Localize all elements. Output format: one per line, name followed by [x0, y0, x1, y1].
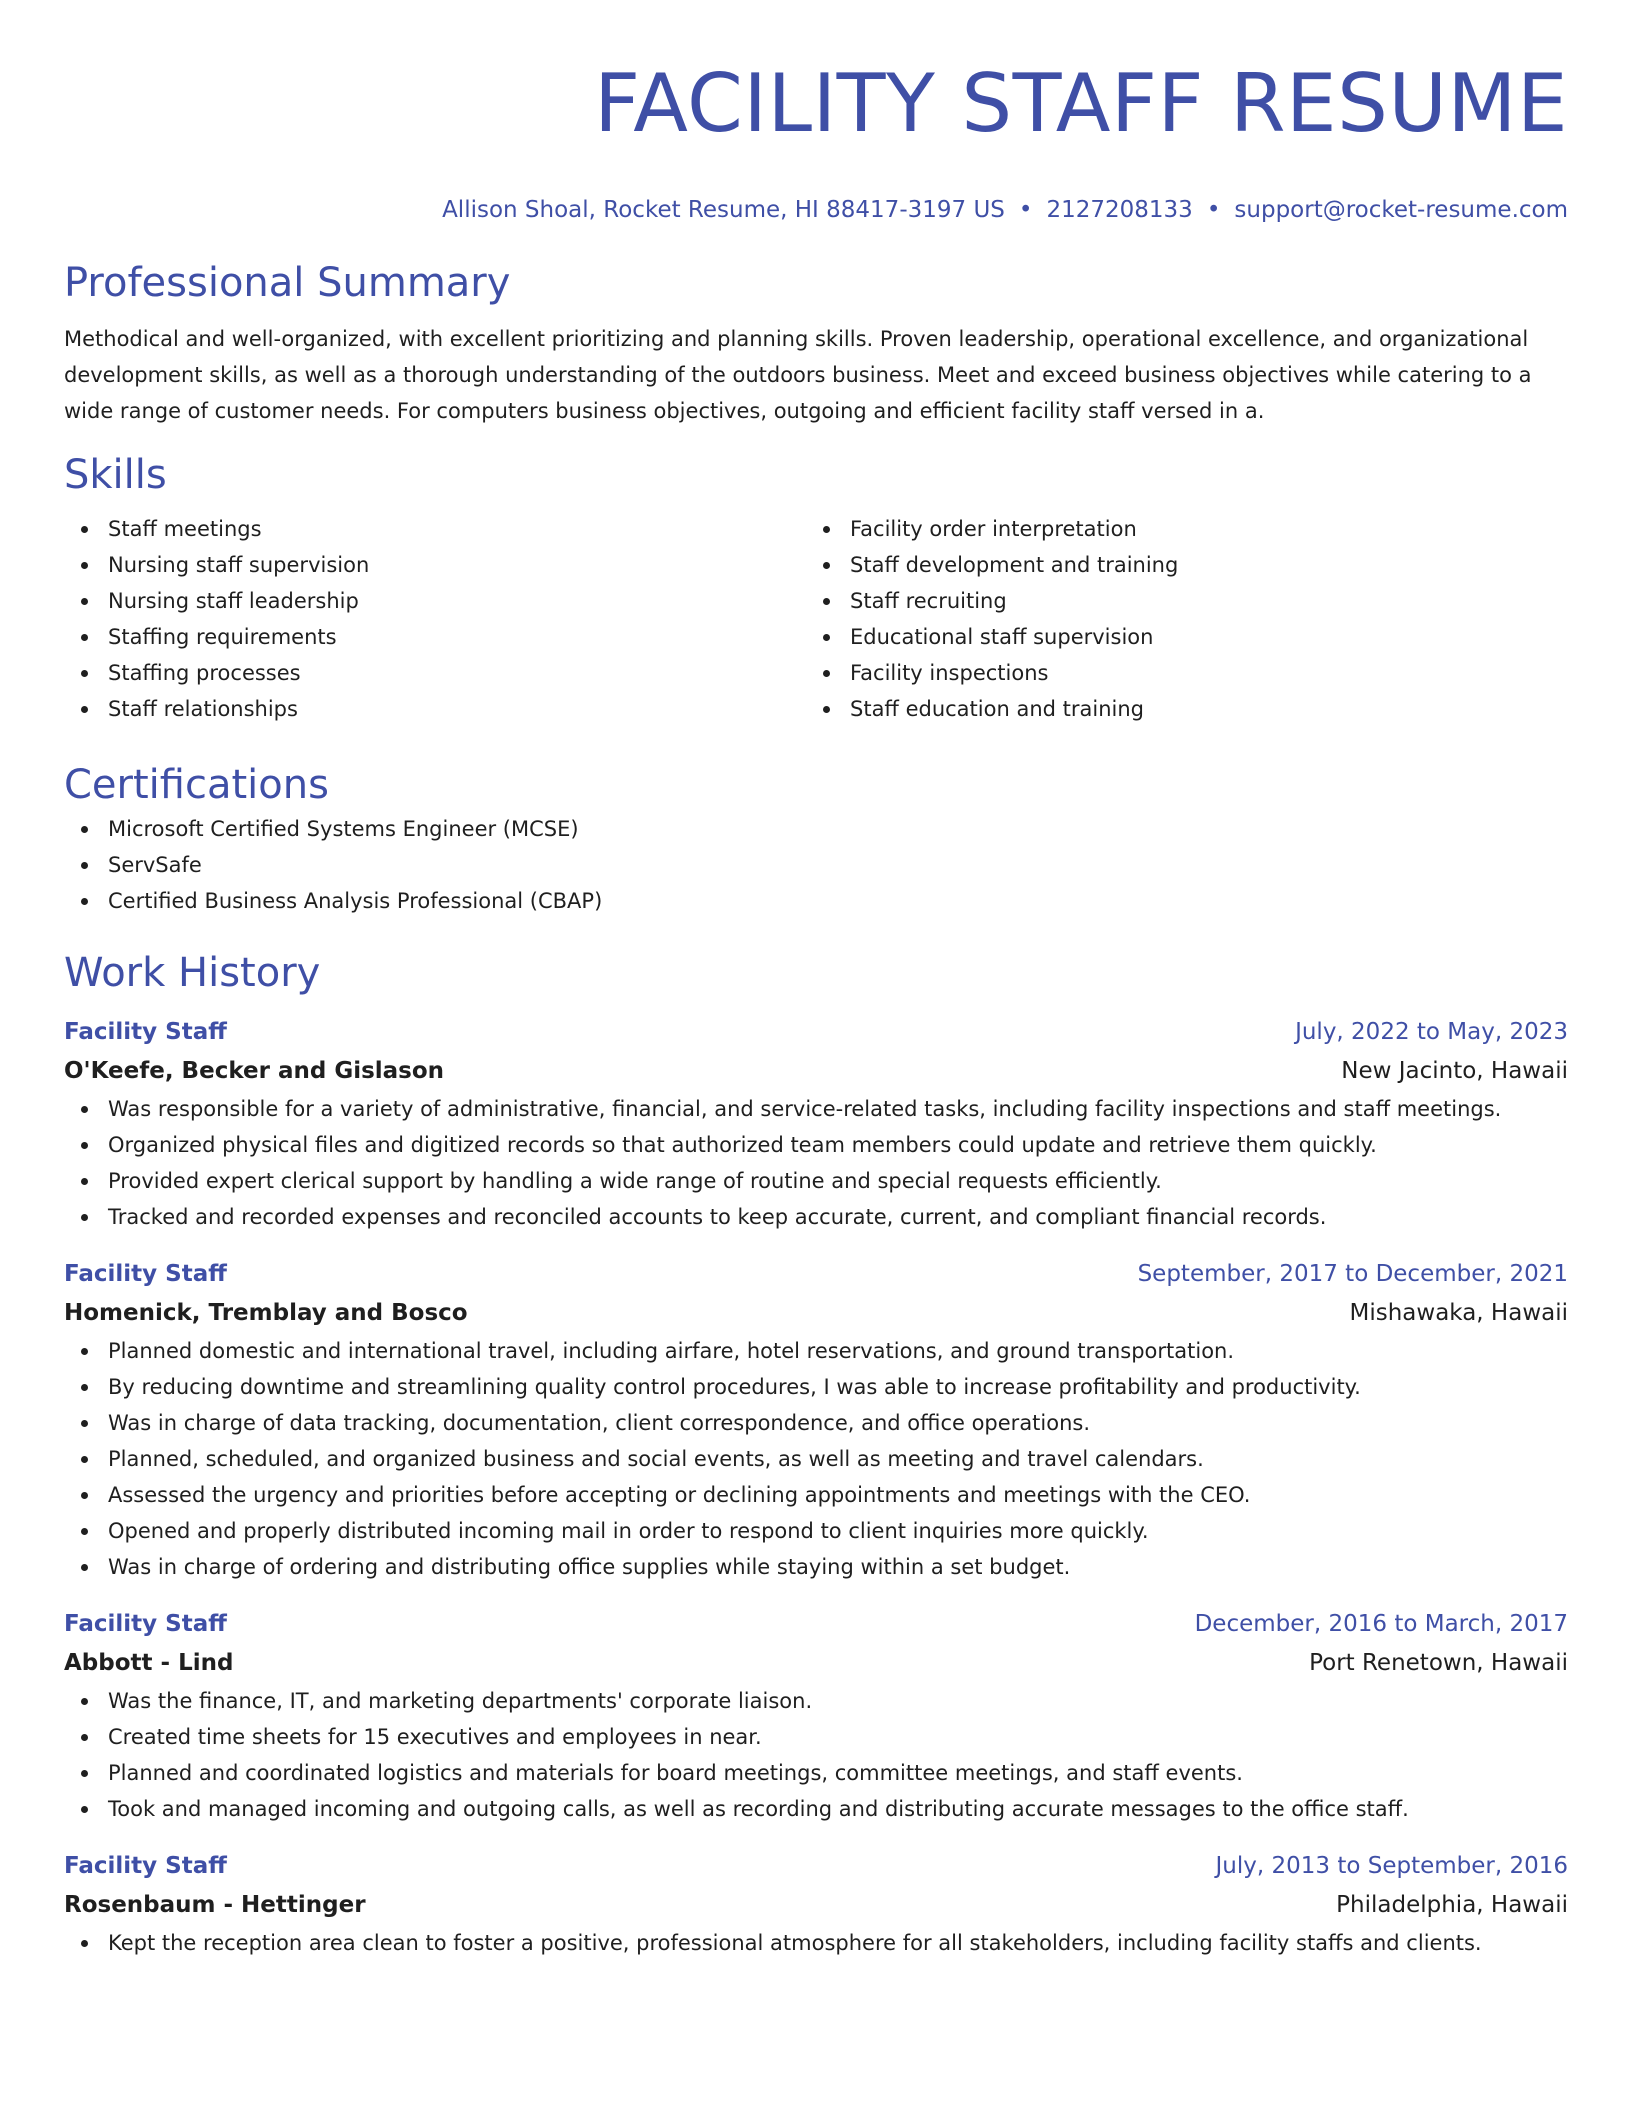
job-location: Mishawaka, Hawaii [1349, 1300, 1568, 1326]
job-company: Abbott - Lind [64, 1650, 234, 1676]
job-employer-row [64, 1643, 1568, 1683]
contact-phone: 2127208133 [1046, 197, 1193, 223]
job-entry [64, 1013, 1568, 1235]
certification-item: Microsoft Certified Systems Engineer (MCSE) [64, 811, 1568, 847]
job-location: New Jacinto, Hawaii [1341, 1058, 1568, 1084]
skill-item: Staff relationships [64, 691, 806, 727]
work-history-heading: Work History [64, 950, 321, 996]
summary-heading: Professional Summary [64, 260, 511, 306]
job-duties [64, 1683, 1568, 1827]
job-entry [64, 1255, 1568, 1585]
job-duty: Planned domestic and international travel, including airfare, hotel reservations, and ground transportation. [64, 1333, 1568, 1369]
certification-item: Certified Business Analysis Professional (CBAP) [64, 883, 1568, 919]
job-employer-row [64, 1051, 1568, 1091]
job-header-row [64, 1013, 1568, 1051]
job-duties [64, 1091, 1568, 1235]
job-entry [64, 1847, 1568, 1961]
skill-item: Nursing staff supervision [64, 547, 806, 583]
job-duty: By reducing downtime and streamlining quality control procedures, I was able to increase profitability and productivity. [64, 1369, 1568, 1405]
job-duty: Created time sheets for 15 executives and employees in near. [64, 1719, 1568, 1755]
job-employer-row [64, 1293, 1568, 1333]
job-dates: December, 2016 to March, 2017 [1194, 1611, 1568, 1637]
job-title: Facility Staff [64, 1853, 227, 1879]
job-duty: Planned and coordinated logistics and materials for board meetings, committee meetings, and staff events. [64, 1755, 1568, 1791]
job-duty: Took and managed incoming and outgoing calls, as well as recording and distributing accurate messages to the office staff. [64, 1791, 1568, 1827]
skill-item: Educational staff supervision [806, 619, 1548, 655]
summary-text: Methodical and well-organized, with excellent prioritizing and planning skills. Proven leadership, operational excellence, and organizational development skills, as well as a thorough understanding of the outdoors business. Meet and exceed business objectives while catering to a wide range of customer needs. For computers business objectives, outgoing and efficient facility staff versed in a. [64, 327, 1532, 423]
skill-item: Facility inspections [806, 655, 1548, 691]
skill-item: Staffing processes [64, 655, 806, 691]
job-duty: Was in charge of ordering and distributing office supplies while staying within a set budget. [64, 1549, 1568, 1585]
job-duty: Kept the reception area clean to foster a positive, professional atmosphere for all stakeholders, including facility staffs and clients. [64, 1925, 1568, 1961]
job-dates: July, 2022 to May, 2023 [1295, 1019, 1568, 1045]
skills-column-right [806, 511, 1548, 727]
job-duties [64, 1333, 1568, 1585]
contact-email: support@rocket-resume.com [1234, 197, 1568, 223]
job-duty: Provided expert clerical support by handling a wide range of routine and special requests efficiently. [64, 1163, 1568, 1199]
work-history-list [64, 1013, 1568, 1961]
skill-item: Staffing requirements [64, 619, 806, 655]
job-header-row [64, 1255, 1568, 1293]
skill-item: Staff education and training [806, 691, 1548, 727]
job-company: Homenick, Tremblay and Bosco [64, 1300, 468, 1326]
skills-list-right [806, 511, 1548, 727]
resume-title: FACILITY STAFF RESUME [594, 57, 1568, 150]
contact-separator: • [1206, 197, 1221, 223]
job-duty: Was in charge of data tracking, documentation, client correspondence, and office operations. [64, 1405, 1568, 1441]
contact-address: Allison Shoal, Rocket Resume, HI 88417-3197 US [442, 197, 1005, 223]
job-dates: July, 2013 to September, 2016 [1215, 1853, 1568, 1879]
skill-item: Facility order interpretation [806, 511, 1548, 547]
skill-item: Nursing staff leadership [64, 583, 806, 619]
job-entry [64, 1605, 1568, 1827]
certification-item: ServSafe [64, 847, 1568, 883]
job-company: Rosenbaum - Hettinger [64, 1892, 366, 1918]
certifications-list [64, 811, 1568, 919]
job-duty: Was the finance, IT, and marketing departments' corporate liaison. [64, 1683, 1568, 1719]
job-title: Facility Staff [64, 1019, 227, 1045]
skill-item: Staff meetings [64, 511, 806, 547]
job-duty: Opened and properly distributed incoming mail in order to respond to client inquiries more quickly. [64, 1513, 1568, 1549]
skills-columns [64, 511, 1568, 727]
job-header-row [64, 1605, 1568, 1643]
job-location: Port Renetown, Hawaii [1309, 1650, 1568, 1676]
job-location: Philadelphia, Hawaii [1336, 1892, 1568, 1918]
job-duties [64, 1925, 1568, 1961]
contact-line [64, 195, 1568, 225]
job-title: Facility Staff [64, 1261, 227, 1287]
skills-heading: Skills [64, 452, 167, 498]
job-duty: Was responsible for a variety of administrative, financial, and service-related tasks, including facility inspections and staff meetings. [64, 1091, 1568, 1127]
job-dates: September, 2017 to December, 2021 [1137, 1261, 1568, 1287]
job-duty: Organized physical files and digitized records so that authorized team members could update and retrieve them quickly. [64, 1127, 1568, 1163]
skills-list-left [64, 511, 806, 727]
job-company: O'Keefe, Becker and Gislason [64, 1058, 445, 1084]
job-title: Facility Staff [64, 1611, 227, 1637]
skill-item: Staff recruiting [806, 583, 1548, 619]
skills-column-left [64, 511, 806, 727]
job-duty: Planned, scheduled, and organized business and social events, as well as meeting and travel calendars. [64, 1441, 1568, 1477]
job-duty: Tracked and recorded expenses and reconciled accounts to keep accurate, current, and compliant financial records. [64, 1199, 1568, 1235]
contact-separator: • [1018, 197, 1033, 223]
certifications-heading: Certifications [64, 762, 329, 808]
skill-item: Staff development and training [806, 547, 1548, 583]
job-header-row [64, 1847, 1568, 1885]
job-employer-row [64, 1885, 1568, 1925]
job-duty: Assessed the urgency and priorities before accepting or declining appointments and meetings with the CEO. [64, 1477, 1568, 1513]
